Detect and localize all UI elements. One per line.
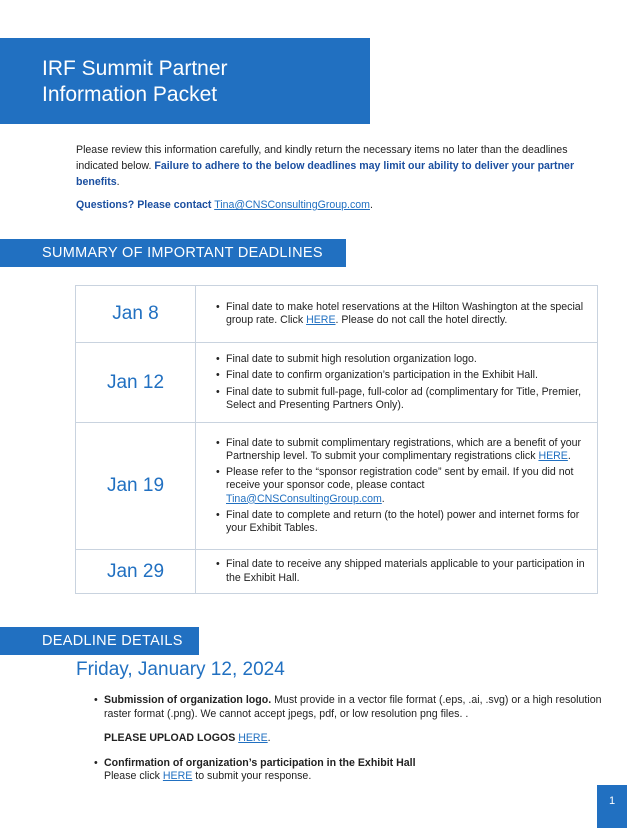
document-title: [42, 56, 228, 108]
contact-email-link[interactable]: Tina@CNSConsultingGroup.com: [214, 199, 370, 211]
logo-text: Must provide in a vector file format (.eps, .ai, .svg) or a high resolution raster format (.png). We cannot accept jpegs, pdf, or low resolution png files. .: [104, 694, 602, 720]
deadline-item-text: Final date to submit high resolution organization logo.: [226, 353, 477, 366]
upload-end: .: [267, 732, 271, 744]
exhibit-response-link[interactable]: HERE: [162, 770, 193, 782]
deadline-item: [216, 509, 585, 535]
deadline-date: Jan 12: [76, 343, 196, 423]
title-banner: [0, 38, 370, 124]
title-line-1: IRF Summit Partner: [42, 57, 228, 80]
deadlines-table: [75, 285, 598, 594]
deadline-item: [216, 353, 585, 366]
intro-warning: Failure to adhere to the below deadlines may limit our ability to deliver your partner benefits: [76, 160, 575, 188]
intro-text: Please review this information carefully, and kindly return the necessary items no later than the deadlines indicated below.: [76, 144, 568, 172]
deadline-item-text: Final date to make hotel reservations at the Hilton Washington at the special group rate. Click: [226, 300, 584, 326]
deadline-item-text: Final date to submit complimentary registrations, which are a benefit of your Partnership level. To submit your complimentary registrations click: [226, 436, 582, 462]
upload-label: PLEASE UPLOAD LOGOS: [104, 732, 236, 744]
logo-bullet: [94, 694, 604, 721]
contact-end: .: [369, 199, 373, 211]
deadline-items: [196, 550, 598, 594]
details-section-header: [0, 627, 199, 655]
deadline-row: [76, 343, 598, 423]
deadline-items: [196, 286, 598, 343]
deadline-item: [216, 301, 585, 327]
intro-end: .: [116, 176, 120, 188]
deadline-date: Jan 8: [76, 286, 196, 343]
deadline-item-text-end: .: [567, 449, 571, 462]
deadline-item-link[interactable]: Tina@CNSConsultingGroup.com: [226, 492, 382, 505]
deadline-item: [216, 437, 585, 463]
deadline-item: [216, 466, 585, 506]
contact-label: Questions? Please contact: [76, 199, 212, 211]
deadline-item-text: Please refer to the “sponsor registration code” sent by email. If you did not receive your sponsor code, please contact: [226, 466, 574, 492]
exhibit-before: Please click: [104, 770, 163, 782]
deadline-items: [196, 423, 598, 550]
deadline-item: [216, 386, 585, 412]
deadline-date: Jan 19: [76, 423, 196, 550]
details-section-title: DEADLINE DETAILS: [42, 633, 183, 649]
deadline-row: [76, 423, 598, 550]
deadline-item: [216, 558, 585, 584]
deadline-row: [76, 286, 598, 343]
deadline-item-text: Final date to complete and return (to the hotel) power and internet forms for your Exhibit Tables.: [226, 508, 580, 534]
deadline-details: [94, 694, 604, 784]
deadline-item-text-end: . Please do not call the hotel directly.: [335, 314, 508, 326]
intro-paragraph: [76, 142, 576, 190]
logo-bold: Submission of organization logo.: [104, 694, 272, 706]
exhibit-after: to submit your response.: [192, 770, 312, 782]
contact-line: [76, 197, 373, 213]
page-number: 1: [597, 785, 627, 828]
upload-line: [94, 732, 604, 746]
exhibit-bold: Confirmation of organization’s participation in the Exhibit Hall: [104, 756, 416, 769]
summary-section-header: [0, 239, 346, 267]
deadline-item-link[interactable]: HERE: [306, 314, 336, 326]
deadline-item: [216, 369, 585, 382]
deadline-item-text: Final date to submit full-page, full-color ad (complimentary for Title, Premier, Select and Presenting Partners Only).: [226, 385, 582, 411]
deadline-item-text: Final date to receive any shipped materials applicable to your participation in the Exhibit Hall.: [226, 558, 585, 584]
upload-logos-link[interactable]: HERE: [238, 732, 268, 744]
deadline-items: [196, 343, 598, 423]
deadline-item-text: Final date to confirm organization’s participation in the Exhibit Hall.: [226, 369, 538, 382]
title-line-2: Information Packet: [42, 83, 218, 106]
summary-section-title: SUMMARY OF IMPORTANT DEADLINES: [42, 245, 323, 261]
deadline-item-text-end: .: [381, 492, 385, 505]
deadline-item-link[interactable]: HERE: [538, 449, 568, 462]
deadline-date: Jan 29: [76, 550, 196, 594]
exhibit-bullet: [94, 757, 604, 784]
deadline-row: [76, 550, 598, 594]
details-subheading: Friday, January 12, 2024: [76, 659, 285, 680]
